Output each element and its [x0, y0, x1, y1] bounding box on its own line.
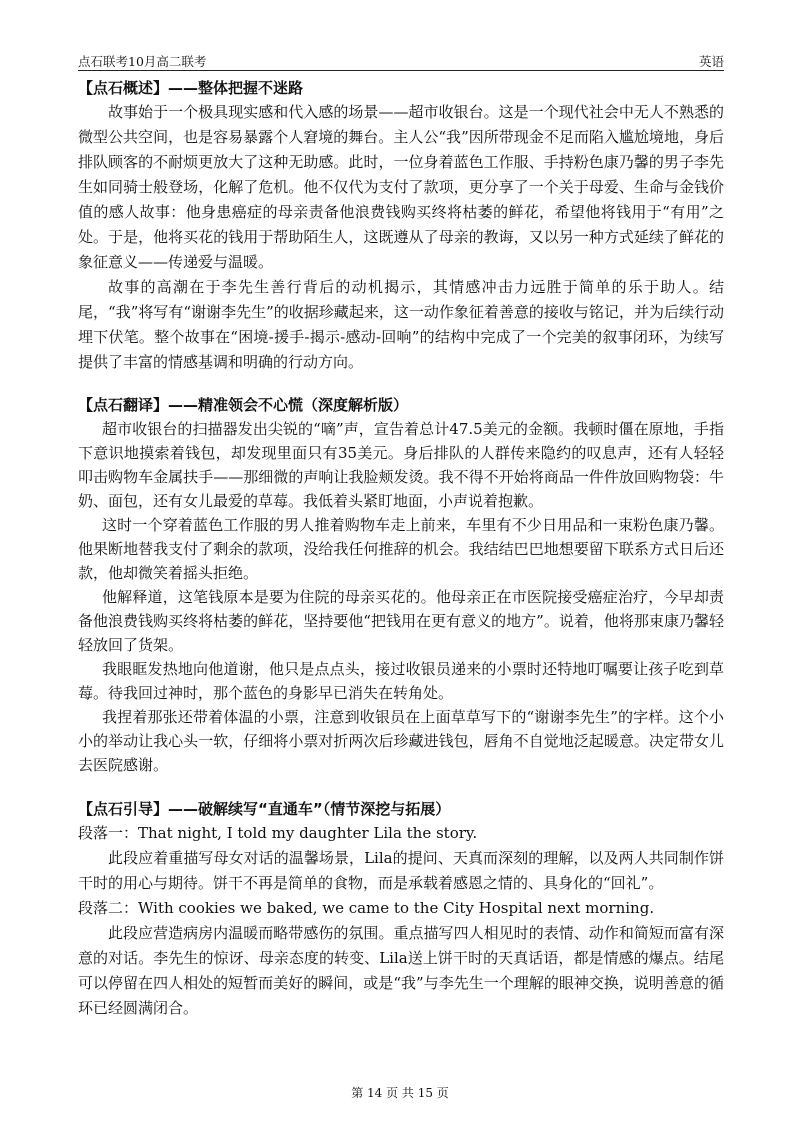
page-number: 第 14 页 共 15 页	[351, 1086, 449, 1100]
header-subject: 英语	[698, 54, 724, 69]
section-guide-title: 【点石引导】——破解续写“直通车”（情节深挖与拓展）	[78, 800, 451, 818]
overview-paragraph-1: 故事始于一个极具现实感和代入感的场景——超市收银台。这是一个现代社会中无人不熟悉的微型公共空间，也是容易暴露个人窘境的舞台。主人公“我”因所带现金不足而陷入尴尬境地，身后排队顾客的不耐烦更放大了这种无助感。此时，一位身着蓝色工作服、手持粉色康乃馨的男子李先生如同骑士般登场，化解了危机。他不仅代为支付了款项，更分享了一个关于母爱、生命与金钱价值的感人故事：他身患癌症的母亲责备他浪费钱购买终将枯萎的鲜花，希望他将钱用于“有用”之处。于是，他将买花的钱用于帮助陌生人，这既遵从了母亲的教诲，又以另一种方式延续了鲜花的象征意义——传递爱与温暖。	[78, 103, 724, 271]
header-exam-name: 点石联考10月高二联考	[78, 54, 207, 69]
guide-paragraph-2-text: 此段应营造病房内温暖而略带感伤的氛围。重点描写四人相见时的表情、动作和简短而富有深意的对话。李先生的惊讶、母亲态度的转变、Lila送上饼干时的天真话语，都是情感的爆点。结尾可以停留在四人相处的短暂而美好的瞬间，或是“我”与李先生一个理解的眼神交换，说明善意的循环已经圆满闭合。	[78, 924, 724, 1017]
guide-paragraph-2-label: 段落二：With cookies we baked, we came to the City Hospital next morning.	[78, 899, 655, 917]
guide-paragraph-1-text: 此段应着重描写母女对话的温馨场景，Lila的提问、天真而深刻的理解，以及两人共同制作饼干时的用心与期待。饼干不再是简单的食物，而是承载着感恩之情的、具身化的“回礼”。	[78, 849, 724, 892]
section-overview-title: 【点石概述】——整体把握不迷路	[78, 79, 304, 97]
section-translation-title: 【点石翻译】——精准领会不心慌（深度解析版）	[78, 396, 409, 414]
translation-paragraph-5: 我捏着那张还带着体温的小票，注意到收银员在上面草草写下的“谢谢李先生”的字样。这个小小的举动让我心头一软，仔细将小票对折两次后珍藏进钱包，唇角不自觉地泛起暖意。决定带女儿去医院感谢。	[78, 708, 724, 774]
translation-paragraph-3: 他解释道，这笔钱原本是要为住院的母亲买花的。他母亲正在市医院接受癌症治疗，今早却责备他浪费钱购买终将枯萎的鲜花，坚持要他“把钱用在更有意义的地方”。说着，他将那束康乃馨轻轻放回了货架。	[78, 588, 724, 654]
overview-paragraph-2: 故事的高潮在于李先生善行背后的动机揭示，其情感冲击力远胜于简单的乐于助人。结尾，“我”将写有“谢谢李先生”的收据珍藏起来，这一动作象征着善意的接收与铭记，并为后续行动埋下伏笔。整个故事在“困境-援手-揭示-感动-回响”的结构中完成了一个完美的叙事闭环，为续写提供了丰富的情感基调和明确的行动方向。	[78, 278, 724, 371]
translation-paragraph-1: 超市收银台的扫描器发出尖锐的“嘀”声，宣告着总计47.5美元的金额。我顿时僵在原地，手指下意识地摸索着钱包，却发现里面只有35美元。身后排队的人群传来隐约的叹息声，还有人轻轻叩击购物车金属扶手——那细微的声响让我脸颊发烫。我不得不开始将商品一件件放回购物袋：牛奶、面包，还有女儿最爱的草莓。我低着头紧盯地面，小声说着抱歉。	[78, 420, 724, 510]
translation-paragraph-4: 我眼眶发热地向他道谢，他只是点点头，接过收银员递来的小票时还特地叮嘱要让孩子吃到草莓。待我回过神时，那个蓝色的身影早已消失在转角处。	[78, 660, 724, 702]
page-header	[78, 50, 724, 71]
main-content	[78, 76, 724, 1021]
guide-paragraph-1-label: 段落一：That night, I told my daughter Lila the story.	[78, 824, 478, 842]
translation-paragraph-2: 这时一个穿着蓝色工作服的男人推着购物车走上前来，车里有不少日用品和一束粉色康乃馨。他果断地替我支付了剩余的款项，没给我任何推辞的机会。我结结巴巴地想要留下联系方式日后还款，他却微笑着摇头拒绝。	[78, 516, 724, 582]
